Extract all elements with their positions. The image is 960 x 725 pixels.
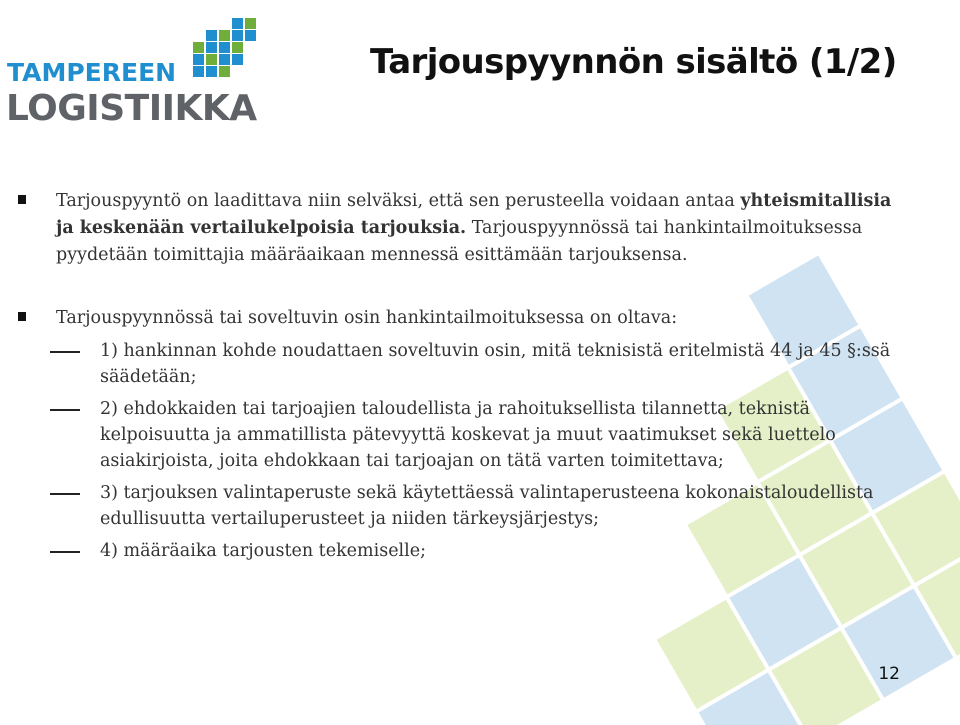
slide-content — [18, 188, 898, 564]
sub-list-item — [18, 396, 898, 474]
sub-item-text: 4) määräaika tarjousten tekemiselle; — [100, 541, 427, 561]
sub-item-text: 1) hankinnan kohde noudattaen soveltuvin osin, mitä teknisistä eritelmistä 44 ja 45 §:ssä säädetään; — [100, 341, 891, 387]
sub-list-item — [18, 480, 898, 532]
bullet-bold-text: yhteismitallisia ja keskenään vertailukelpoisia tarjouksia. — [56, 191, 892, 238]
logo-text-tampereen: TAMPEREEN — [7, 58, 177, 87]
bullet-text: Tarjouspyynnössä tai soveltuvin osin hankintailmoituksessa on oltava: — [56, 308, 678, 328]
logo-mosaic-icon — [193, 18, 256, 77]
tampereen-logistiikka-logo — [6, 18, 298, 126]
page-number: 12 — [878, 664, 900, 684]
sub-list — [18, 338, 898, 564]
sub-item-text: 2) ehdokkaiden tai tarjoajien taloudellista ja rahoituksellista tilannetta, teknistä kelpoisuutta ja ammatillista pätevyyttä koskevat ja muut vaatimukset sekä luettelo asiakirjoista, joita ehdokkaan tai tarjoajan on tätä varten toimitettava; — [100, 399, 836, 471]
bullet-item — [18, 305, 898, 332]
logo-text-logistiikka: LOGISTIIKKA — [6, 88, 257, 126]
dash-bullet-icon — [50, 351, 80, 353]
square-bullet-icon — [18, 312, 26, 321]
dash-bullet-icon — [50, 493, 80, 495]
bullet-text: Tarjouspyyntö on laadittava niin selväksi, että sen perusteella voidaan antaa — [56, 191, 741, 211]
square-bullet-icon — [18, 195, 26, 204]
dash-bullet-icon — [50, 551, 80, 553]
sub-list-item — [18, 338, 898, 390]
bullet-text-continued: Tarjouspyynnössä tai hankintailmoituksessa pyydetään toimittajia määräaikaan mennessä esittämään tarjouksensa. — [56, 218, 863, 265]
sub-item-text: 3) tarjouksen valintaperuste sekä käytettäessä valintaperusteena kokonaistaloudellista edullisuutta vertailuperusteet ja niiden tärkeysjärjestys; — [100, 483, 874, 529]
bullet-item — [18, 188, 898, 269]
dash-bullet-icon — [50, 409, 80, 411]
sub-list-item — [18, 538, 898, 564]
page-title: Tarjouspyynnön sisältö (1/2) — [370, 42, 897, 82]
